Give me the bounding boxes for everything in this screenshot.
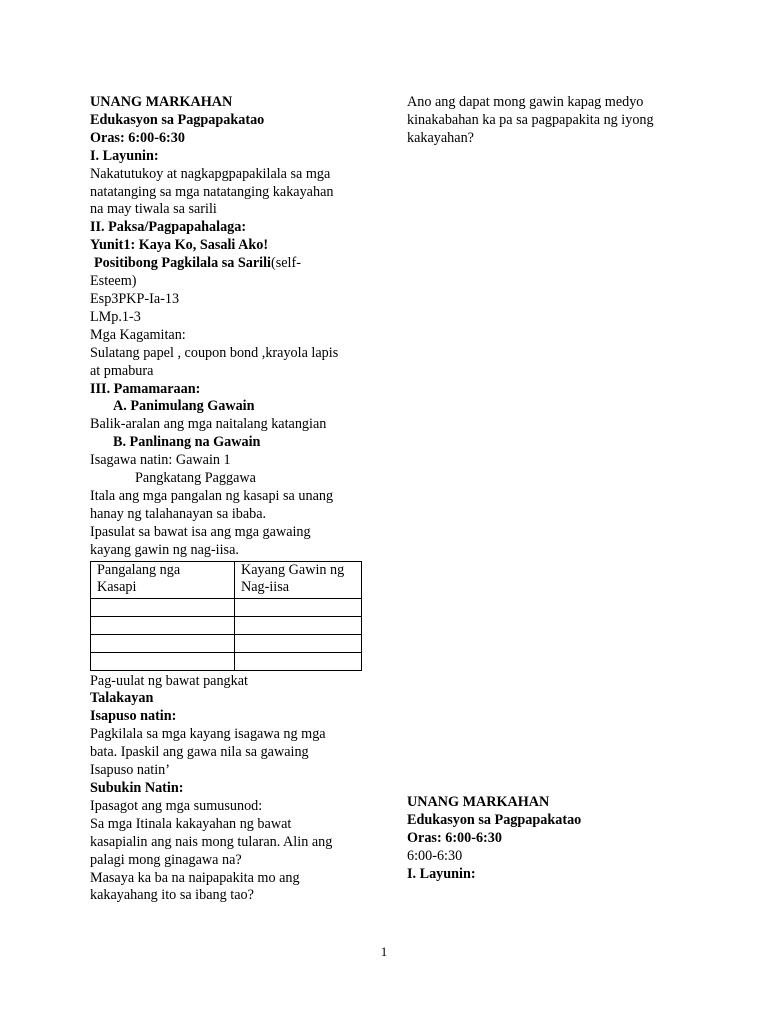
header-text: Nag-iisa — [241, 579, 290, 596]
discussion-heading: Talakayan — [90, 690, 154, 707]
subject-heading: Edukasyon sa Pagpapakatao — [407, 811, 582, 828]
table-header-cell — [235, 561, 362, 598]
report-text: Pag-uulat ng bawat pangkat — [90, 672, 248, 689]
right-column-top — [407, 94, 707, 148]
table-row — [91, 652, 362, 670]
materials-text: at pmabura — [90, 362, 154, 379]
isapuso-text: bata. Ipaskil ang gawa nila sa gawaing — [90, 744, 309, 761]
table-header-cell — [91, 561, 235, 598]
instruction-text: Itala ang mga pangalan ng kasapi sa unang — [90, 487, 334, 504]
table-cell — [91, 598, 235, 616]
section-topic-heading: II. Paksa/Pagpapahalaga: — [90, 219, 247, 236]
time-heading: Oras: 6:00-6:30 — [90, 129, 185, 146]
header-text: Pangalang nga — [97, 561, 181, 578]
subukin-heading: Subukin Natin: — [90, 780, 184, 796]
materials-label: Mga Kagamitan: — [90, 326, 186, 343]
quarter-heading: UNANG MARKAHAN — [407, 794, 550, 810]
table-row — [91, 616, 362, 634]
objective-text: Nakatutukoy at nagkapgpapakilala sa mga — [90, 165, 331, 182]
subject-heading: Edukasyon sa Pagpapakatao — [90, 111, 265, 128]
instruction-text: kayang gawin ng nag-iisa. — [90, 541, 239, 558]
table-header-row — [91, 561, 362, 598]
section-objectives-heading: I. Layunin: — [90, 147, 159, 164]
quarter-heading: UNANG MARKAHAN — [90, 94, 233, 110]
header-text: Kasapi — [97, 579, 137, 596]
reference-pages: LMp.1-3 — [90, 308, 141, 325]
table-cell — [91, 616, 235, 634]
topic-title-rest: (self- — [270, 255, 301, 272]
isapuso-heading: Isapuso natin: — [90, 708, 177, 725]
isapuso-text: Isapuso natin’ — [90, 762, 170, 779]
question-text: kinakabahan ka pa sa pagpapakita ng iyong — [407, 111, 654, 128]
right-column-bottom — [407, 794, 707, 884]
group-work-label: Pangkatang Paggawa — [135, 470, 256, 487]
unit-title: Yunit1: Kaya Ko, Sasali Ako! — [90, 237, 269, 254]
table-row — [91, 634, 362, 652]
instruction-text: Ipasulat sa bawat isa ang mga gawaing — [90, 523, 311, 540]
time-heading: Oras: 6:00-6:30 — [407, 829, 502, 846]
table-cell — [235, 598, 362, 616]
instruction-text: hanay ng talahanayan sa ibaba. — [90, 505, 267, 522]
table-cell — [91, 652, 235, 670]
topic-title-continued: Esteem) — [90, 273, 137, 290]
objective-text: natatanging sa mga natatanging kakayahan — [90, 183, 334, 200]
step-a-heading: A. Panimulang Gawain — [113, 398, 255, 415]
question-text: palagi mong ginagawa na? — [90, 851, 242, 868]
topic-title — [90, 255, 370, 273]
time-text: 6:00-6:30 — [407, 847, 463, 864]
step-b-heading: B. Panlinang na Gawain — [113, 434, 261, 451]
table-row — [91, 598, 362, 616]
objective-text: na may tiwala sa sarili — [90, 201, 217, 218]
table-cell — [235, 652, 362, 670]
question-text: kakayahang ito sa ibang tao? — [90, 887, 254, 904]
question-text: Ipasagot ang mga sumusunod: — [90, 797, 263, 814]
question-text: kasapialin ang nais mong tularan. Alin ang — [90, 833, 333, 850]
activity-label: Isagawa natin: Gawain 1 — [90, 452, 231, 469]
section-procedure-heading: III. Pamamaraan: — [90, 380, 201, 397]
question-text: Sa mga Itinala kakayahan ng bawat — [90, 815, 292, 832]
isapuso-text: Pagkilala sa mga kayang isagawa ng mga — [90, 726, 326, 743]
table-cell — [235, 616, 362, 634]
step-a-text: Balik-aralan ang mga naitalang katangian — [90, 416, 327, 433]
question-text: Ano ang dapat mong gawin kapag medyo — [407, 94, 644, 110]
question-text: Masaya ka ba na naipapakita mo ang — [90, 869, 300, 886]
table-cell — [91, 634, 235, 652]
page-number: 1 — [380, 944, 388, 959]
header-text: Kayang Gawin ng — [241, 561, 345, 578]
topic-title-bold: Positibong Pagkilala sa Sarili — [94, 255, 271, 272]
curriculum-code: Esp3PKP-Ia-13 — [90, 290, 180, 307]
section-objectives-heading: I. Layunin: — [407, 865, 476, 882]
members-table — [90, 561, 362, 671]
question-text: kakayahan? — [407, 129, 474, 146]
table-cell — [235, 634, 362, 652]
left-column — [90, 94, 370, 905]
materials-text: Sulatang papel , coupon bond ,krayola lapis — [90, 344, 339, 361]
